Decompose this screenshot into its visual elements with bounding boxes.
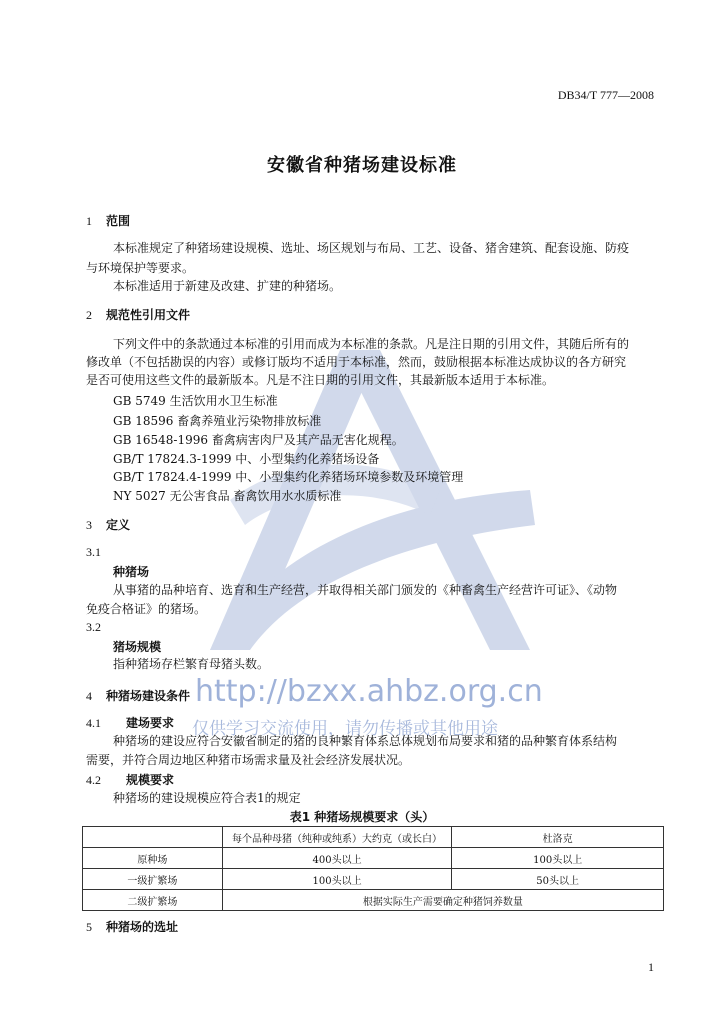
table-cell: 100头以上 <box>222 869 452 890</box>
paragraph-line: 本标准规定了种猪场建设规模、选址、场区规划与布局、工艺、设备、猪舍建筑、配套设施、防疫 <box>113 241 630 255</box>
definition-number: 3.1 <box>86 545 101 559</box>
subsection-number: 4.2 <box>86 773 101 787</box>
table-row <box>83 848 664 869</box>
table-cell: 二级扩繁场 <box>83 890 223 911</box>
page-number: 1 <box>648 960 654 974</box>
document-number: DB34/T 777—2008 <box>557 88 654 102</box>
definition-term: 种猪场 <box>113 565 150 579</box>
paragraph-line: 是否可使用这些文件的最新版本。凡是不注日期的引用文件，其最新版本适用于本标准。 <box>86 373 555 387</box>
table-cell: 400头以上 <box>222 848 452 869</box>
table-header-cell: 每个品种母猪（纯种或纯系）大约克（或长白） <box>222 827 452 848</box>
table-header-cell <box>83 827 223 848</box>
reference-item: GB/T 17824.4-1999 中、小型集约化养猪场环境参数及环境管理 <box>113 470 464 484</box>
reference-item: GB/T 17824.3-1999 中、小型集约化养猪场设备 <box>113 452 380 466</box>
paragraph-line: 种猪场的建设应符合安徽省制定的猪的良种繁育体系总体规划布局要求和猪的品种繁育体系结构 <box>113 734 618 748</box>
paragraph-line: 种猪场的建设规模应符合表1的规定 <box>113 791 301 805</box>
page-title: 安徽省种猪场建设标准 <box>267 155 457 176</box>
reference-item: GB 16548-1996 畜禽病害肉尸及其产品无害化规程。 <box>113 433 404 447</box>
table-cell: 50头以上 <box>452 869 664 890</box>
section-2-heading <box>86 306 190 323</box>
paragraph-line: 修改单（不包括勘误的内容）或修订版均不适用于本标准，然而，鼓励根据本标准达成协议的各方研究 <box>86 355 627 369</box>
reference-item: NY 5027 无公害食品 畜禽饮用水水质标准 <box>113 489 342 503</box>
section-number: 5 <box>86 920 92 934</box>
section-title: 规范性引用文件 <box>106 308 191 322</box>
table-cell: 原种场 <box>83 848 223 869</box>
paragraph-line: 本标准适用于新建及改建、扩建的种猪场。 <box>113 279 342 293</box>
table-header-cell: 杜洛克 <box>452 827 664 848</box>
table-header-row <box>83 827 664 848</box>
section-4-heading <box>86 687 190 704</box>
section-title: 范围 <box>106 214 131 228</box>
watermark-note: 仅供学习交流使用，请勿传播或其他用途 <box>192 719 498 739</box>
section-3-heading <box>86 516 130 533</box>
paragraph-line: 免疫合格证》的猪场。 <box>86 602 207 616</box>
subsection-number: 4.1 <box>86 716 101 730</box>
watermark-url: http://bzxx.ahbz.org.cn <box>195 674 543 709</box>
section-number: 1 <box>86 214 92 228</box>
section-number: 2 <box>86 308 92 322</box>
section-title: 种猪场的选址 <box>106 920 179 934</box>
definition-number: 3.2 <box>86 620 101 634</box>
table-row <box>83 890 664 911</box>
paragraph-line: 需要，并符合周边地区种猪市场需求量及社会经济发展状况。 <box>86 753 411 767</box>
subsection-title: 规模要求 <box>126 773 175 787</box>
subsection-4-2 <box>86 771 174 788</box>
paragraph-line: 从事猪的品种培育、选育和生产经营，并取得相关部门颁发的《种畜禽生产经营许可证》、《动物 <box>113 583 618 597</box>
table-row <box>83 869 664 890</box>
definition-term: 猪场规模 <box>113 640 162 654</box>
section-number: 4 <box>86 689 92 703</box>
reference-item: GB 18596 畜禽养殖业污染物排放标准 <box>113 414 322 428</box>
subsection-title: 建场要求 <box>126 716 175 730</box>
section-5-heading <box>86 918 178 935</box>
section-number: 3 <box>86 518 92 532</box>
table-cell: 根据实际生产需要确定种猪饲养数量 <box>222 890 663 911</box>
paragraph-line: 下列文件中的条款通过本标准的引用而成为本标准的条款。凡是注日期的引用文件，其随后所有的 <box>113 337 630 351</box>
table-cell: 100头以上 <box>452 848 664 869</box>
reference-item: GB 5749 生活饮用水卫生标准 <box>113 394 278 408</box>
table-caption: 表1 种猪场规模要求（头） <box>289 810 435 824</box>
scale-requirements-table <box>82 826 664 911</box>
paragraph-line: 指种猪场存栏繁育母猪头数。 <box>113 657 270 671</box>
paragraph-line: 与环境保护等要求。 <box>86 261 195 275</box>
table-cell: 一级扩繁场 <box>83 869 223 890</box>
section-title: 种猪场建设条件 <box>106 689 191 703</box>
subsection-4-1 <box>86 714 174 731</box>
section-title: 定义 <box>106 518 131 532</box>
section-1-heading <box>86 212 130 229</box>
